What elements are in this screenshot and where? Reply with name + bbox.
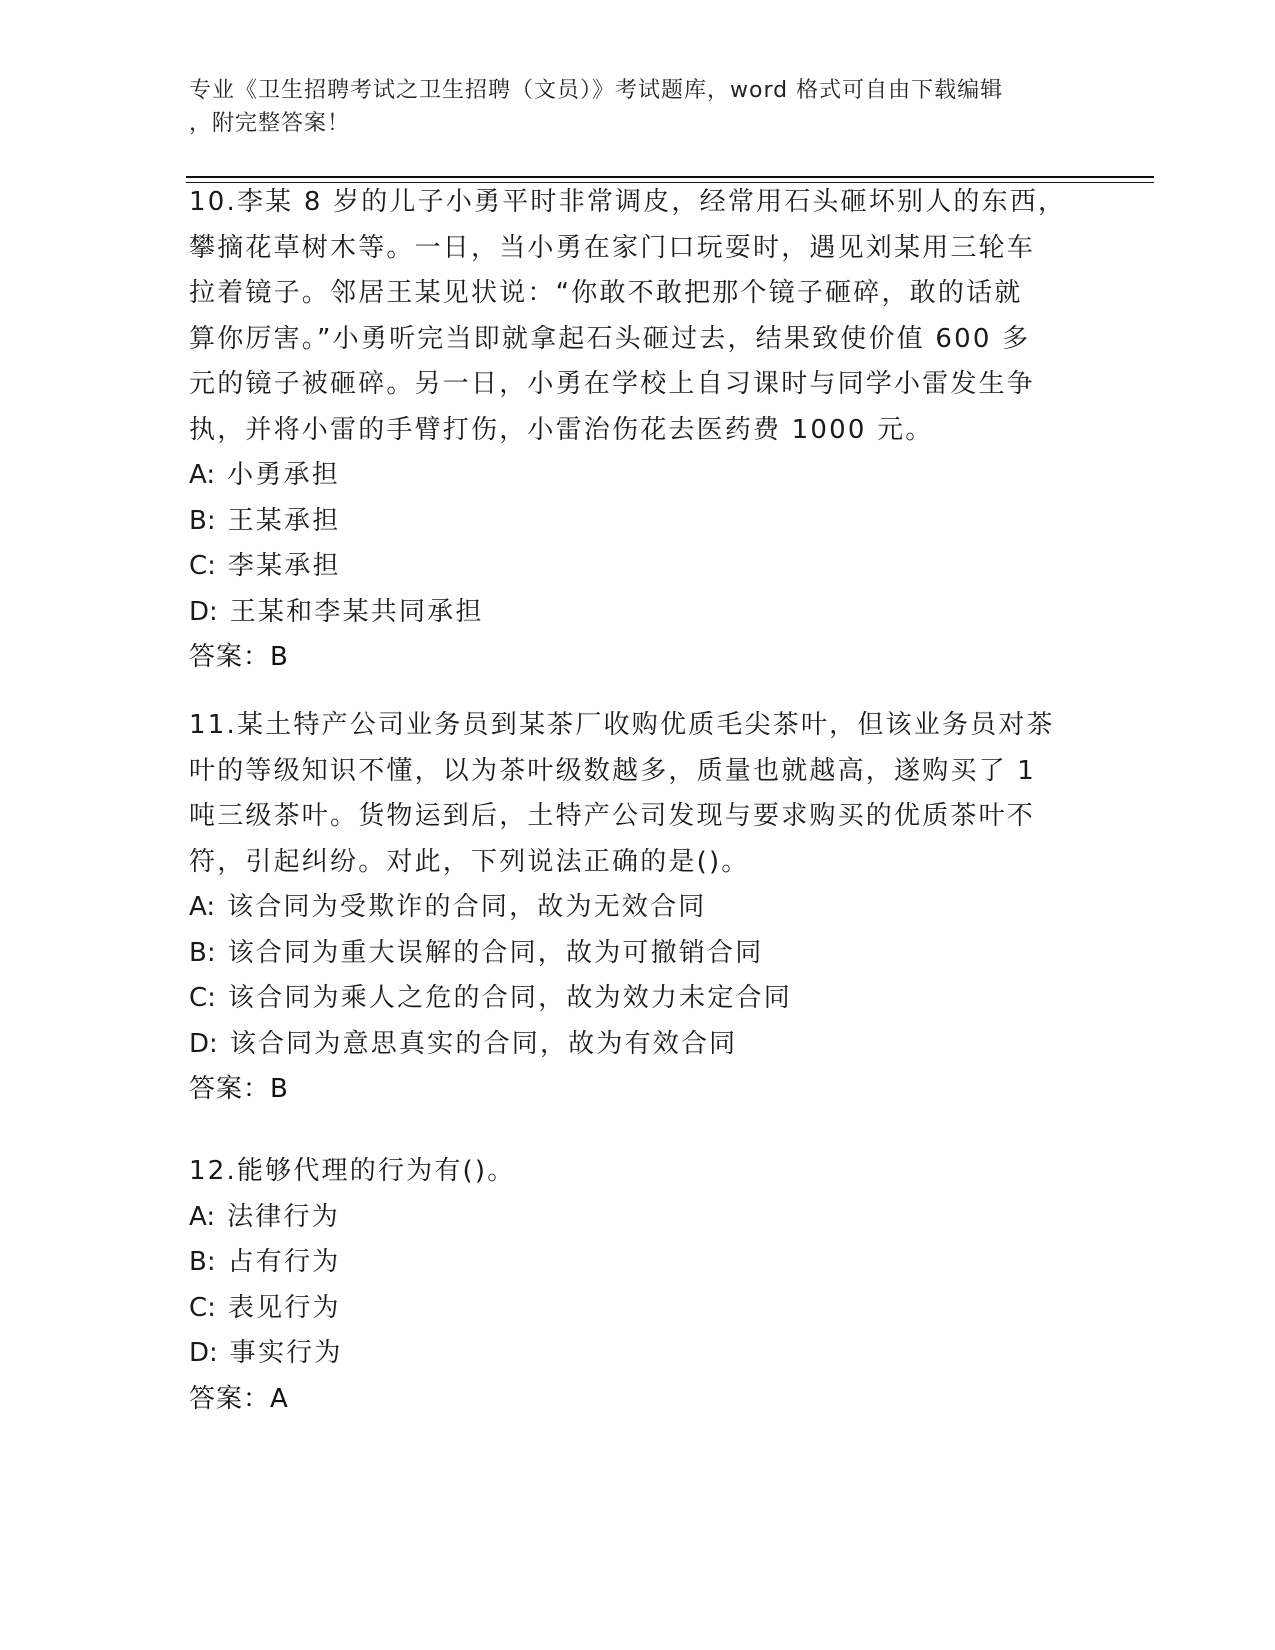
option-text: 表见行为: [227, 1292, 341, 1323]
option-label: D:: [189, 1028, 218, 1059]
option-b: [189, 931, 1089, 977]
option-label: C:: [189, 983, 216, 1013]
option-b: [189, 1240, 1089, 1286]
question-text-line: 11.某土特产公司业务员到某茶厂收购优质毛尖茶叶，但该业务员对茶: [189, 710, 1055, 740]
option-text: 小勇承担: [227, 460, 340, 490]
option-text: 法律行为: [227, 1201, 340, 1232]
option-label: B:: [189, 937, 216, 968]
option-text: 该合同为重大误解的合同，故为可撤销合同: [227, 937, 764, 968]
option-text: 该合同为受欺诈的合同，故为无效合同: [227, 892, 707, 922]
option-label: D:: [189, 1338, 218, 1368]
option-text: 王某承担: [227, 505, 341, 536]
question-text-line: 10.李某 8 岁的儿子小勇平时非常调皮，经常用石头砸坏别人的东西，: [189, 187, 1067, 217]
option-label: A:: [189, 1201, 216, 1232]
option-label: A:: [189, 892, 216, 922]
question-text-line: 吨三级茶叶。货物运到后，土特产公司发现与要求购买的优质茶叶不: [189, 801, 1036, 831]
option-d: [189, 1331, 1089, 1377]
option-label: C:: [189, 551, 216, 581]
question-text-line: 12.能够代理的行为有()。: [189, 1156, 516, 1186]
question-11: [189, 703, 1089, 1113]
answer-line: 答案：B: [189, 642, 289, 672]
question-text-line: 符，引起纠纷。对此，下列说法正确的是()。: [189, 846, 750, 877]
option-d: [189, 1022, 1089, 1068]
option-c: [189, 1286, 1089, 1332]
option-text: 事实行为: [229, 1338, 343, 1368]
option-text: 王某和李某共同承担: [229, 596, 484, 627]
option-label: B:: [189, 505, 216, 536]
option-text: 李某承担: [227, 551, 341, 581]
answer-line: 答案：B: [189, 1074, 289, 1104]
option-a: [189, 885, 1089, 931]
question-text-line: 执，并将小雷的手臂打伤，小雷治伤花去医药费 1000 元。: [189, 414, 934, 445]
question-12: [189, 1149, 1089, 1422]
option-c: [189, 976, 1089, 1022]
option-label: A:: [189, 460, 216, 490]
question-10: [189, 180, 1089, 681]
question-text-line: 拉着镜子。邻居王某见状说：“你敢不敢把那个镜子砸碎，敢的话就: [189, 278, 1023, 308]
question-text-line: 元的镜子被砸碎。另一日，小勇在学校上自习课时与同学小雷发生争: [189, 369, 1036, 399]
option-text: 该合同为乘人之危的合同，故为效力未定合同: [227, 983, 792, 1013]
option-d: [189, 590, 1089, 636]
question-text-line: 算你厉害。”小勇听完当即就拿起石头砸过去，结果致使价值 600 多: [189, 323, 1031, 354]
option-b: [189, 499, 1089, 545]
header-line-2: ，附完整答案！: [189, 111, 351, 136]
option-text: 占有行为: [227, 1247, 341, 1277]
option-a: [189, 453, 1089, 499]
question-text-line: 叶的等级知识不懂，以为茶叶级数越多，质量也就越高，遂购买了 1: [189, 755, 1037, 786]
header-line-1: 专业《卫生招聘考试之卫生招聘（文员）》考试题库，word 格式可自由下载编辑: [189, 78, 1004, 103]
option-c: [189, 544, 1089, 590]
option-label: C:: [189, 1292, 216, 1323]
option-label: B:: [189, 1247, 216, 1277]
option-a: [189, 1195, 1089, 1241]
question-text-line: 攀摘花草树木等。一日，当小勇在家门口玩耍时，遇见刘某用三轮车: [189, 232, 1036, 263]
option-text: 该合同为意思真实的合同，故为有效合同: [229, 1028, 738, 1059]
document-header: [189, 74, 1089, 140]
answer-line: 答案：A: [189, 1383, 289, 1414]
header-divider-thick: [186, 176, 1154, 178]
option-label: D:: [189, 596, 218, 627]
